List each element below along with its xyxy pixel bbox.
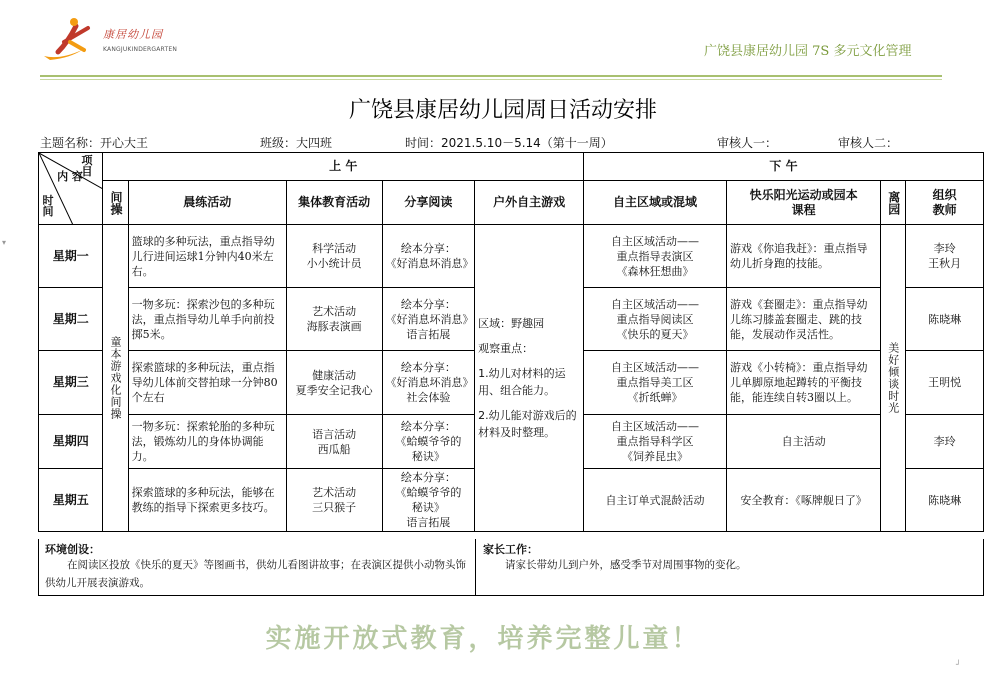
morning-activity-cell: 探索篮球的多种玩法，重点指导幼儿体前交替拍球一分钟80个左右 bbox=[128, 351, 286, 415]
reading-cell: 绘本分享： 《好消息坏消息》 社会体验 bbox=[382, 351, 475, 415]
notes-divider bbox=[475, 539, 476, 595]
corner-mark-icon: ┘ bbox=[956, 660, 961, 669]
morning-activity-cell: 篮球的多种玩法，重点指导幼儿行进间运球1分钟内40米左右。 bbox=[128, 225, 286, 288]
parents-text: 请家长带幼儿到户外，感受季节对周围事物的变化。 bbox=[505, 559, 747, 571]
header-row-columns bbox=[39, 181, 984, 225]
margin-marker-icon: ▾ bbox=[2, 238, 7, 247]
area-cell: 自主区域活动—— 重点指导美工区 《折纸蝉》 bbox=[584, 351, 727, 415]
morning-activity-cell: 一物多玩：探索沙包的多种玩法，重点指导幼儿单手向前投掷5米。 bbox=[128, 288, 286, 351]
table-row bbox=[39, 225, 984, 288]
area-cell: 自主订单式混龄活动 bbox=[584, 469, 727, 532]
reading-cell: 绘本分享： 《蛤蟆爷爷的 秘诀》 bbox=[382, 415, 475, 469]
meta-class: 班级：大四班 bbox=[260, 136, 333, 150]
logo-name: 康居幼儿园 bbox=[103, 28, 163, 41]
sunshine-cell: 安全教育：《啄牌舰日了》 bbox=[727, 469, 881, 532]
afternoon-header: 下 午 bbox=[584, 153, 984, 181]
teacher-cell: 陈晓琳 bbox=[906, 469, 984, 532]
logo-english: KANGJUKINDERGARTEN bbox=[103, 46, 178, 53]
col-leave: 离园 bbox=[881, 181, 906, 225]
sunshine-cell: 自主活动 bbox=[727, 415, 881, 469]
col-area: 自主区域或混域 bbox=[584, 181, 727, 225]
group-edu-cell: 语言活动 西瓜船 bbox=[286, 415, 382, 469]
group-edu-cell: 健康活动 夏季安全记我心 bbox=[286, 351, 382, 415]
teacher-cell: 陈晓琳 bbox=[906, 288, 984, 351]
teacher-cell: 李玲 bbox=[906, 415, 984, 469]
col-outdoor: 户外自主游戏 bbox=[475, 181, 584, 225]
header-row-period bbox=[39, 153, 984, 181]
corner-time: 时间 bbox=[42, 194, 54, 218]
group-edu-cell: 艺术活动 海豚表演画 bbox=[286, 288, 382, 351]
col-exercise: 间操 bbox=[103, 181, 128, 225]
outdoor-cell: 区域：野趣园 观察重点： 1.幼儿对材料的运用、组合能力。 2.幼儿能对游戏后的材料及时整理。 bbox=[475, 225, 584, 532]
teacher-cell: 李玲 王秋月 bbox=[906, 225, 984, 288]
reading-cell: 绘本分享： 《蛤蟆爷爷的 秘诀》 语言拓展 bbox=[382, 469, 475, 532]
day-cell: 星期五 bbox=[39, 469, 103, 532]
col-group-edu: 集体教育活动 bbox=[286, 181, 382, 225]
reading-cell: 绘本分享： 《好消息坏消息》 语言拓展 bbox=[382, 288, 475, 351]
col-sunshine: 快乐阳光运动或园本课程 bbox=[727, 181, 881, 225]
day-cell: 星期二 bbox=[39, 288, 103, 351]
meta-theme: 主题名称：开心大王 bbox=[40, 136, 149, 150]
corner-content: 内 容 bbox=[57, 170, 83, 183]
col-morning-activity: 晨练活动 bbox=[128, 181, 286, 225]
reading-cell: 绘本分享： 《好消息坏消息》 bbox=[382, 225, 475, 288]
meta-reviewer2: 审核人二： bbox=[838, 136, 899, 150]
morning-activity-cell: 探索篮球的多种玩法，能够在教练的指导下探索更多技巧。 bbox=[128, 469, 286, 532]
morning-header: 上 午 bbox=[103, 153, 584, 181]
area-cell: 自主区域活动—— 重点指导科学区 《饲养昆虫》 bbox=[584, 415, 727, 469]
day-cell: 星期一 bbox=[39, 225, 103, 288]
col-reading: 分享阅读 bbox=[382, 181, 475, 225]
parents-label: 家长工作： bbox=[483, 543, 538, 556]
exercise-cell: 童本游戏化间操 bbox=[103, 225, 128, 532]
notes-section bbox=[38, 539, 984, 596]
header-divider-thin bbox=[40, 79, 942, 80]
meta-reviewer1: 审核人一： bbox=[717, 136, 778, 150]
col-teacher: 组织教师 bbox=[906, 181, 984, 225]
sunshine-cell: 游戏《你追我赶》：重点指导幼儿折身跑的技能。 bbox=[727, 225, 881, 288]
group-edu-cell: 科学活动 小小统计员 bbox=[286, 225, 382, 288]
corner-item: 项目 bbox=[81, 154, 93, 178]
footer-slogan: 实施开放式教育，培养完整儿童！ bbox=[265, 624, 701, 654]
environment-label: 环境创设： bbox=[45, 543, 100, 556]
morning-activity-cell: 一物多玩：探索轮胎的多种玩法，锻炼幼儿的身体协调能力。 bbox=[128, 415, 286, 469]
day-cell: 星期四 bbox=[39, 415, 103, 469]
group-edu-cell: 艺术活动 三只猴子 bbox=[286, 469, 382, 532]
teacher-cell: 王明悦 bbox=[906, 351, 984, 415]
area-cell: 自主区域活动—— 重点指导阅读区 《快乐的夏天》 bbox=[584, 288, 727, 351]
area-cell: 自主区域活动—— 重点指导表演区 《森林狂想曲》 bbox=[584, 225, 727, 288]
schedule-table bbox=[38, 152, 984, 532]
leave-cell: 美好倾谈时光 bbox=[881, 225, 906, 532]
header-tagline: 广饶县康居幼儿园 7S 多元文化管理 bbox=[704, 44, 912, 59]
day-cell: 星期三 bbox=[39, 351, 103, 415]
sunshine-cell: 游戏《小转椅》：重点指导幼儿单脚原地起蹲转的平衡技能，能连续自转3圈以上。 bbox=[727, 351, 881, 415]
sunshine-cell: 游戏《套圈走》：重点指导幼儿练习膝盖套圈走、跳的技能，发展动作灵活性。 bbox=[727, 288, 881, 351]
header-divider bbox=[40, 75, 942, 77]
meta-time: 时间：2021.5.10－5.14（第十一周） bbox=[405, 136, 613, 150]
environment-text: 在阅读区投放《快乐的夏天》等图画书，供幼儿看图讲故事；在表演区提供小动物头饰供幼儿开展表演游戏。 bbox=[45, 559, 466, 589]
corner-header-cell bbox=[39, 153, 103, 225]
page-title: 广饶县康居幼儿园周日活动安排 bbox=[348, 98, 657, 123]
